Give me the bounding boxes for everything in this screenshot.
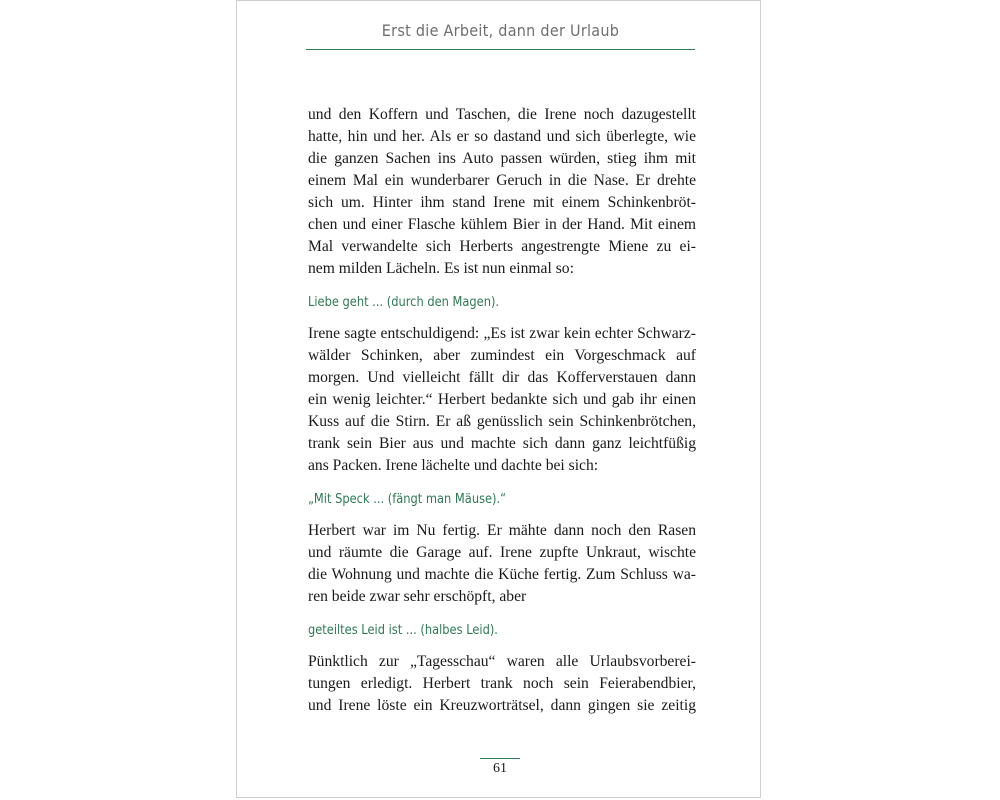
text-line: Mal verwandelte sich Herberts angestrengte Miene zu ei-: [308, 238, 696, 255]
text-line: trank sein Bier aus und machte sich dann ganz leichtfüßig: [308, 435, 696, 452]
text-line: sich um. Hinter ihm stand Irene mit einem Schinkenbröt-: [308, 194, 696, 211]
text-line: Herbert war im Nu fertig. Er mähte dann noch den Rasen: [308, 522, 696, 539]
text-line: die ganzen Sachen ins Auto passen würden, stieg ihm mit: [308, 150, 696, 167]
text-line: morgen. Und vielleicht fällt dir das Kofferverstauen dann: [308, 369, 696, 386]
text-line: Kuss auf die Stirn. Er aß genüsslich sein Schinkenbrötchen,: [308, 413, 696, 430]
text-line: Irene sagte entschuldigend: „Es ist zwar kein echter Schwarz-: [308, 325, 696, 342]
paragraph-1: [308, 104, 696, 280]
text-line: und Irene löste ein Kreuzworträtsel, dann gingen sie zeitig: [308, 697, 696, 714]
running-head-title: Erst die Arbeit, dann der Urlaub: [381, 21, 620, 40]
text-line: wälder Schinken, aber zumindest ein Vorgeschmack auf: [308, 347, 696, 364]
paragraph-2: [308, 323, 696, 477]
text-line: ans Packen. Irene lächelte und dachte bei sich:: [308, 457, 599, 474]
text-line: ren beide zwar sehr erschöpft, aber: [308, 588, 527, 605]
text-line: chen und einer Flasche kühlem Bier in der Hand. Mit einem: [308, 216, 696, 233]
text-line: tungen erledigt. Herbert trank noch sein Feierabendbier,: [308, 675, 696, 692]
paragraph-4: [308, 651, 696, 717]
page-number: 61: [493, 761, 507, 776]
text-line: und räumte die Garage auf. Irene zupfte Unkraut, wischte: [308, 544, 696, 561]
text-line: hatte, hin und her. Als er so dastand und sich überlegte, wie: [308, 128, 696, 145]
text-line: nem milden Lächeln. Es ist nun einmal so:: [308, 260, 574, 277]
book-page: [236, 0, 761, 798]
proverb-2: „Mit Speck ... (fängt man Mäuse).“: [308, 492, 507, 507]
text-line: einem Mal ein wunderbarer Geruch in die Nase. Er drehte: [308, 172, 696, 189]
header-rule: [306, 49, 695, 50]
text-line: die Wohnung und machte die Küche fertig. Zum Schluss wa-: [308, 566, 696, 583]
text-line: Pünktlich zur „Tagesschau“ waren alle Urlaubsvorberei-: [308, 653, 696, 670]
text-line: ein wenig leichter.“ Herbert bedankte sich und gab ihr einen: [308, 391, 696, 408]
paragraph-3: [308, 520, 696, 608]
text-line: und den Koffern und Taschen, die Irene noch dazugestellt: [308, 106, 696, 123]
page-body: [308, 104, 696, 717]
folio-rule: [480, 758, 520, 759]
proverb-3: geteiltes Leid ist ... (halbes Leid).: [308, 623, 498, 638]
proverb-1: Liebe geht ... (durch den Magen).: [308, 295, 500, 310]
